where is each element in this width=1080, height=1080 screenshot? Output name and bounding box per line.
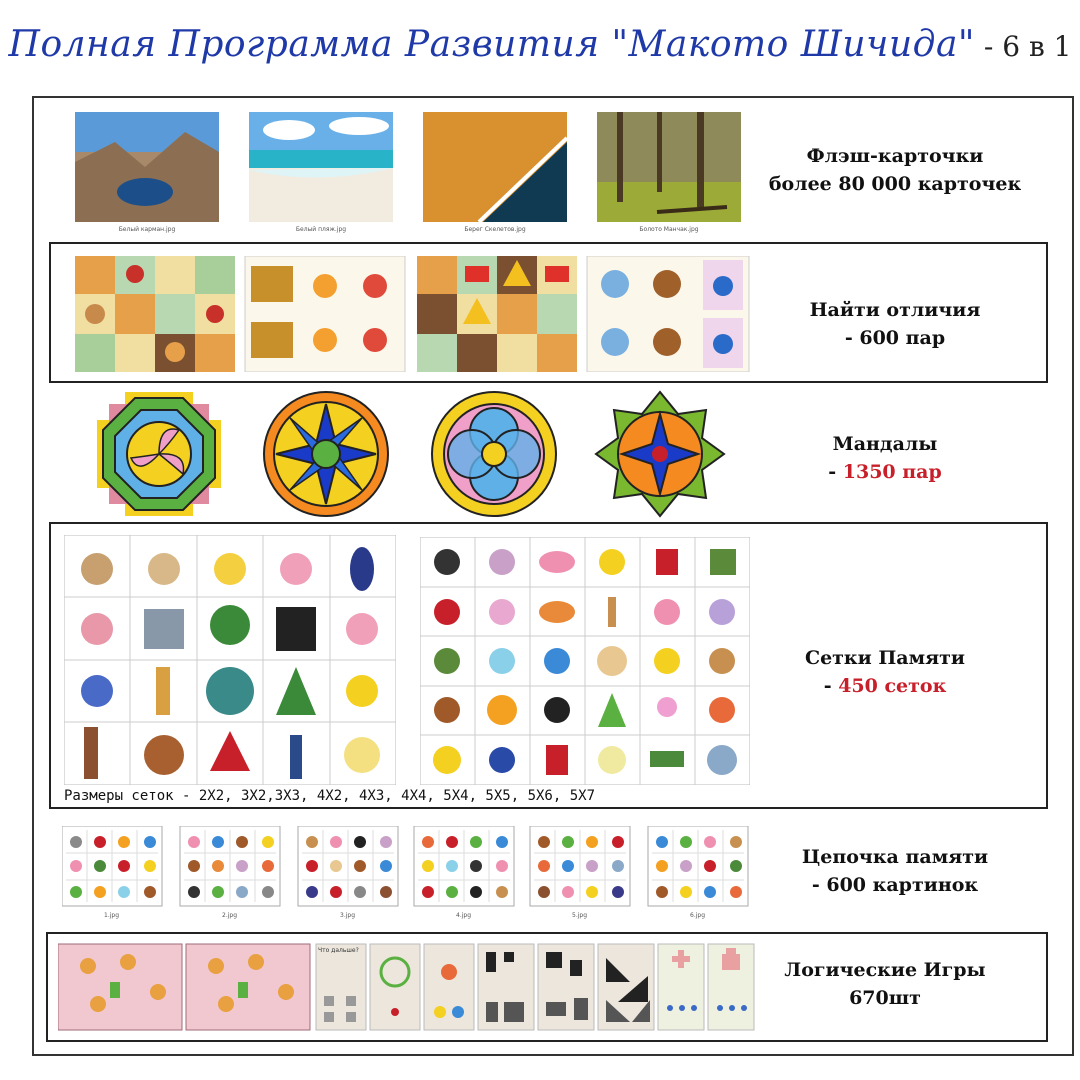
flash-photo-1 [75, 112, 219, 222]
logic-question: Что дальше? [318, 947, 359, 954]
differences-card-1 [75, 256, 235, 372]
memory-grids-label-line2 [760, 672, 1010, 700]
differences-label [760, 296, 1030, 352]
logic-label [760, 956, 1010, 1012]
chain-caption-3: 3.jpg [340, 912, 356, 919]
mandalas-label-line2 [760, 458, 1010, 486]
differences-tiles [75, 256, 750, 372]
differences-card-2 [245, 256, 405, 372]
flash-photo-3 [423, 112, 567, 222]
mandalas-count: 1350 пар [842, 461, 942, 483]
mandala-4 [594, 390, 726, 518]
mandala-3 [430, 390, 558, 518]
chain-caption-4: 4.jpg [456, 912, 472, 919]
mandalas-label [760, 430, 1010, 486]
memory-grids-count: 450 сеток [838, 675, 947, 697]
flash-caption-3: Берег Скелетов.jpg [464, 226, 526, 233]
chain-caption-1: 1.jpg [104, 912, 120, 919]
logic-cards [58, 942, 758, 1034]
memory-grid-sizes: Размеры сеток - 2Х2, 3Х2,3Х3, 4Х2, 4Х3, 4Х4, 5Х4, 5Х5, 5Х6, 5Х7 [64, 788, 596, 804]
memory-grids-label-line1: Сетки Памяти [804, 647, 966, 669]
flash-label-line2: более 80 000 карточек [768, 173, 1022, 195]
mandala-2 [262, 390, 390, 518]
flash-caption-1: Белый карман.jpg [118, 226, 176, 233]
flash-caption-4: Болото Манчак.jpg [639, 226, 699, 233]
title-suffix: - 6 в 1 [974, 30, 1072, 63]
memory-grid-right [420, 537, 750, 785]
memory-grids-label [760, 644, 1010, 700]
memory-grid-left [64, 535, 396, 785]
differences-label-line1: Найти отличия [809, 299, 981, 321]
memory-chain-cards [62, 826, 752, 914]
differences-card-4 [587, 256, 749, 372]
flash-caption-2: Белый пляж.jpg [295, 226, 347, 233]
title-script: Полная Программа Развития "Макото Шичида" [8, 24, 975, 65]
memory-grids-dash: - [823, 675, 839, 697]
logic-label-line1: Логические Игры [784, 959, 986, 981]
flash-photo-4 [597, 112, 741, 222]
chain-caption-5: 5.jpg [572, 912, 588, 919]
differences-label-line2: - 600 пар [844, 327, 946, 349]
chain-caption-6: 6.jpg [690, 912, 706, 919]
logic-label-line2: 670шт [849, 987, 921, 1009]
mandalas-label-line1: Мандалы [832, 433, 938, 455]
mandala-1 [95, 390, 223, 518]
memory-chain-label-line2: - 600 картинок [811, 874, 979, 896]
flash-label-line1: Флэш-карточки [806, 145, 984, 167]
flash-label [760, 142, 1030, 198]
page-title [0, 24, 1080, 65]
chain-caption-2: 2.jpg [222, 912, 238, 919]
differences-card-3 [417, 256, 577, 372]
memory-chain-label [760, 843, 1030, 899]
flash-photo-2 [249, 112, 393, 222]
memory-chain-label-line1: Цепочка памяти [801, 846, 989, 868]
mandalas-dash: - [828, 461, 843, 483]
